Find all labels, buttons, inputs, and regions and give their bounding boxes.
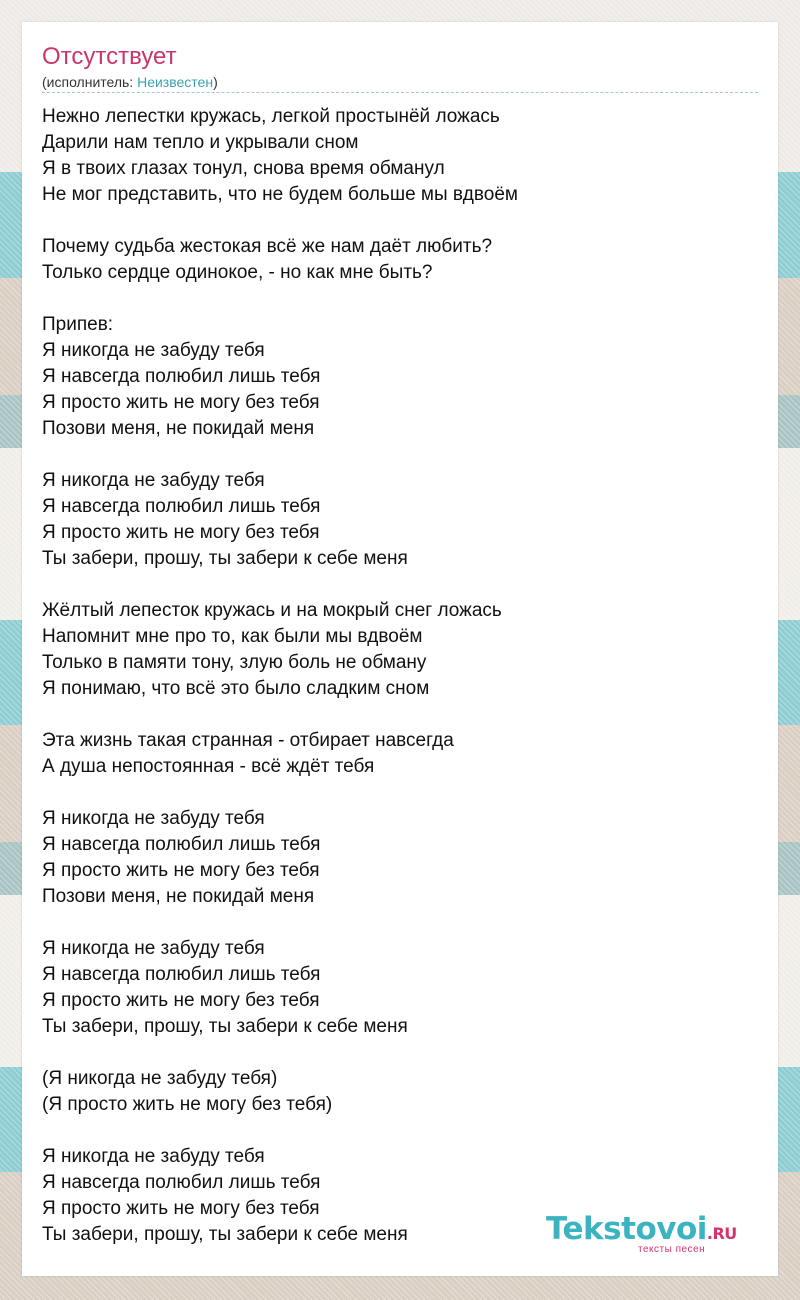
lyric-line: Напомнит мне про то, как были мы вдвоём bbox=[42, 626, 423, 647]
lyric-line: А душа непостоянная - всё ждёт тебя bbox=[42, 756, 375, 777]
lyric-line: Дарили нам тепло и укрывали сном bbox=[42, 132, 359, 153]
blank-line bbox=[42, 208, 518, 234]
lyrics-card bbox=[22, 22, 778, 1276]
blank-line bbox=[42, 702, 518, 728]
lyric-line: Ты забери, прошу, ты забери к себе меня bbox=[42, 1224, 408, 1245]
lyric-line: Эта жизнь такая странная - отбирает навсегда bbox=[42, 730, 454, 751]
lyric-line: Я никогда не забуду тебя bbox=[42, 1146, 265, 1167]
lyric-line: (Я никогда не забуду тебя) bbox=[42, 1068, 278, 1089]
artist-prefix: (исполнитель: bbox=[42, 74, 138, 90]
logo-tagline: тексты песен bbox=[638, 1244, 706, 1255]
logo-main-text: Tekstovoi bbox=[546, 1211, 707, 1247]
logo-domain-text: .RU bbox=[706, 1224, 737, 1243]
lyric-line: Позови меня, не покидай меня bbox=[42, 418, 315, 439]
blank-line bbox=[42, 1118, 518, 1144]
lyric-line: Не мог представить, что не будем больше мы вдвоём bbox=[42, 184, 518, 205]
blank-line bbox=[42, 572, 518, 598]
artist-line bbox=[42, 73, 218, 91]
lyric-line: Я в твоих глазах тонул, снова время обманул bbox=[42, 158, 445, 179]
lyric-line: Я понимаю, что всё это было сладким сном bbox=[42, 678, 430, 699]
song-title: Отсутствует bbox=[42, 43, 177, 70]
artist-suffix: ) bbox=[213, 74, 218, 90]
lyric-line: Я навсегда полюбил лишь тебя bbox=[42, 366, 321, 387]
lyric-line: Я просто жить не могу без тебя bbox=[42, 392, 320, 413]
lyric-line: Я просто жить не могу без тебя bbox=[42, 860, 320, 881]
lyric-line: Я навсегда полюбил лишь тебя bbox=[42, 964, 321, 985]
lyric-line: Я никогда не забуду тебя bbox=[42, 808, 265, 829]
lyric-line: Я просто жить не могу без тебя bbox=[42, 990, 320, 1011]
blank-line bbox=[42, 1040, 518, 1066]
lyrics-text bbox=[42, 104, 518, 1248]
lyric-line: Я навсегда полюбил лишь тебя bbox=[42, 496, 321, 517]
lyric-line: Жёлтый лепесток кружась и на мокрый снег ложась bbox=[42, 600, 502, 621]
lyric-line: Я никогда не забуду тебя bbox=[42, 340, 265, 361]
lyric-line: Я никогда не забуду тебя bbox=[42, 938, 265, 959]
lyric-line: Припев: bbox=[42, 314, 114, 335]
lyric-line: Ты забери, прошу, ты забери к себе меня bbox=[42, 548, 408, 569]
blank-line bbox=[42, 286, 518, 312]
lyric-line: Я просто жить не могу без тебя bbox=[42, 1198, 320, 1219]
lyric-line: Я навсегда полюбил лишь тебя bbox=[42, 834, 321, 855]
lyric-line: Ты забери, прошу, ты забери к себе меня bbox=[42, 1016, 408, 1037]
lyric-line: Только сердце одинокое, - но как мне быть? bbox=[42, 262, 433, 283]
lyric-line: Я никогда не забуду тебя bbox=[42, 470, 265, 491]
lyric-line: Я просто жить не могу без тебя bbox=[42, 522, 320, 543]
artist-link[interactable]: Неизвестен bbox=[137, 74, 214, 90]
blank-line bbox=[42, 780, 518, 806]
lyric-line: Я навсегда полюбил лишь тебя bbox=[42, 1172, 321, 1193]
lyric-line: Почему судьба жестокая всё же нам даёт любить? bbox=[42, 236, 493, 257]
blank-line bbox=[42, 442, 518, 468]
title-divider bbox=[42, 92, 758, 93]
lyric-line: (Я просто жить не могу без тебя) bbox=[42, 1094, 333, 1115]
blank-line bbox=[42, 910, 518, 936]
lyric-line: Только в памяти тону, злую боль не обману bbox=[42, 652, 427, 673]
lyric-line: Нежно лепестки кружась, легкой простынёй ложась bbox=[42, 106, 500, 127]
lyric-line: Позови меня, не покидай меня bbox=[42, 886, 315, 907]
